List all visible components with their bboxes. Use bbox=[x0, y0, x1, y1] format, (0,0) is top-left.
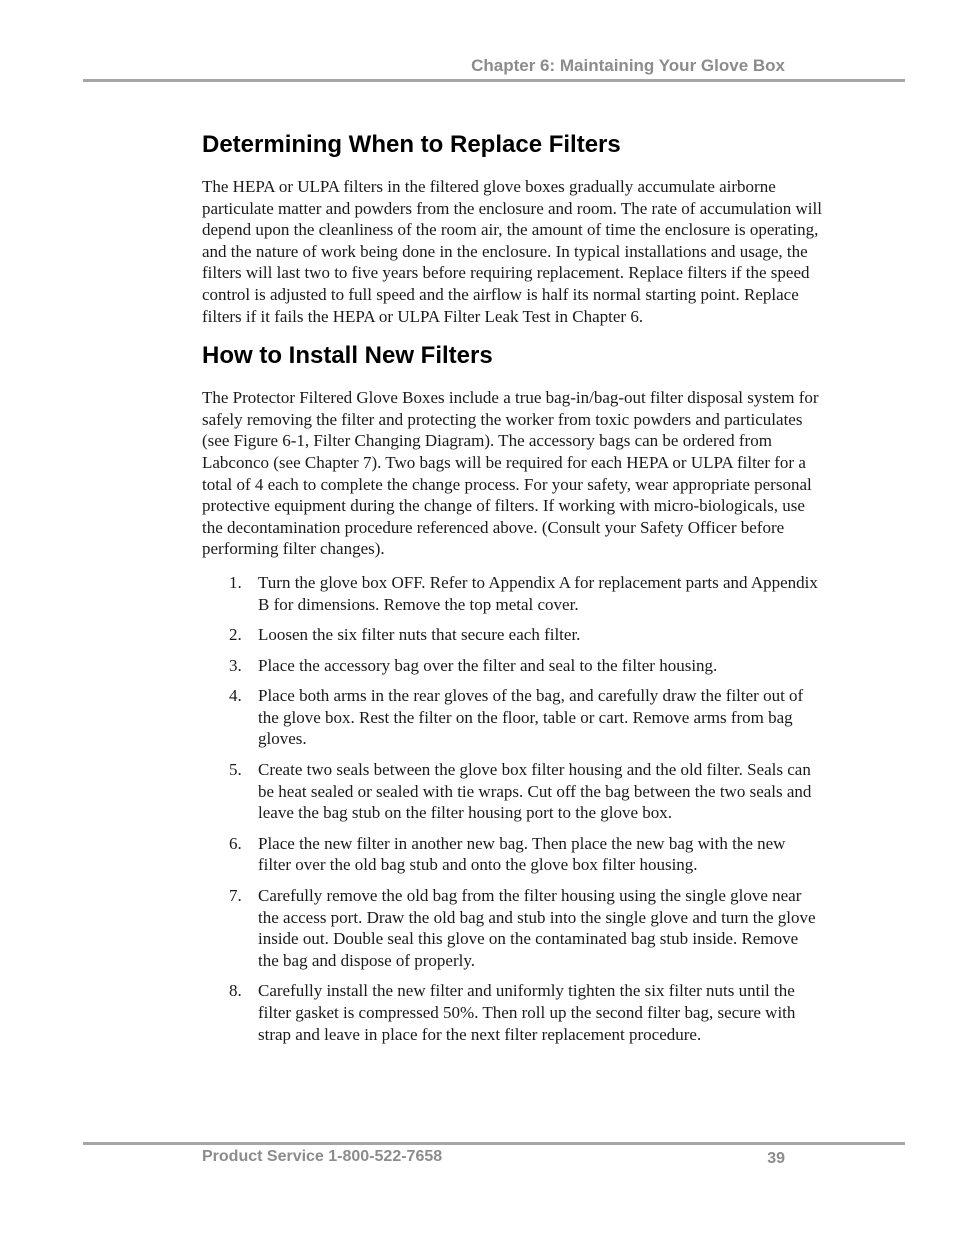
step-text: Create two seals between the glove box filter housing and the old filter. Seals can be heat sealed or sealed with tie wraps. Cut off the bag between the two seals and leave the bag stub on the filter housing port to the glove box. bbox=[258, 760, 812, 823]
running-header: Chapter 6: Maintaining Your Glove Box bbox=[471, 56, 785, 75]
step-number: 5. bbox=[229, 760, 242, 780]
step-number: 4. bbox=[229, 686, 242, 706]
step-number: 1. bbox=[229, 572, 242, 592]
step-number: 2. bbox=[229, 625, 242, 645]
step-text: Place both arms in the rear gloves of the bag, and carefully draw the filter out of the glove box. Rest the filter on the floor, table or cart. Remove arms from bag gloves. bbox=[258, 686, 804, 749]
step-text: Place the new filter in another new bag. Then place the new bag with the new filter over the old bag stub and onto the glove box filter housing. bbox=[258, 833, 786, 875]
step-text: Carefully remove the old bag from the filter housing using the single glove near the access port. Draw the old bag and stub into the single glove and turn the glove inside out. Double seal this glove on the contaminated bag stub inside. Remove the bag and dispose of properly. bbox=[258, 886, 816, 970]
section-title-replace-filters: Determining When to Replace Filters bbox=[202, 131, 621, 158]
paragraph-replace-filters: The HEPA or ULPA filters in the filtered glove boxes gradually accumulate airborne particulate matter and powders from the enclosure and room. The rate of accumulation will depend upon the cleanliness of the room air, the amount of time the enclosure is operating, and the nature of work being done in the enclosure. In typical installations and usage, the filters will last two to five years before requiring replacement. Replace filters if the speed control is adjusted to full speed and the airflow is half its normal starting point. Replace filters if it fails the HEPA or ULPA Filter Leak Test in Chapter 6. bbox=[202, 177, 822, 326]
section-title-install-filters: How to Install New Filters bbox=[202, 342, 493, 370]
step-number: 7. bbox=[229, 886, 242, 906]
header-rule bbox=[83, 79, 905, 82]
footer-rule bbox=[83, 1142, 905, 1145]
list-item bbox=[202, 833, 822, 876]
step-text: Turn the glove box OFF. Refer to Appendix A for replacement parts and Appendix B for dimensions. Remove the top metal cover. bbox=[258, 572, 818, 614]
step-text: Place the accessory bag over the filter and seal to the filter housing. bbox=[258, 655, 718, 675]
list-item bbox=[202, 624, 822, 646]
step-text: Carefully install the new filter and uniformly tighten the six filter nuts until the filter gasket is compressed 50%. Then roll up the second filter bag, secure with strap and leave in place for the next filter replacement procedure. bbox=[258, 981, 796, 1044]
paragraph-install-filters: The Protector Filtered Glove Boxes include a true bag-in/bag-out filter disposal system for safely removing the filter and protecting the worker from toxic powders and particulates (see Figure 6-1, Filter Changing Diagram). The accessory bags can be ordered from Labconco (see Chapter 7). Two bags will be required for each HEPA or ULPA filter for a total of 4 each to complete the change process. For your safety, wear appropriate personal protective equipment during the change of filters. If working with micro-biologicals, use the decontamination procedure referenced above. (Consult your Safety Officer before performing filter changes). bbox=[202, 388, 819, 559]
list-item bbox=[202, 572, 822, 615]
list-item bbox=[202, 685, 822, 750]
footer-service-phone: Product Service 1-800-522-7658 bbox=[202, 1148, 443, 1165]
list-item bbox=[202, 885, 822, 971]
list-item bbox=[202, 759, 822, 824]
page-number: 39 bbox=[767, 1150, 785, 1167]
page-content bbox=[202, 128, 822, 1054]
step-number: 8. bbox=[229, 981, 242, 1001]
install-steps-list bbox=[202, 572, 822, 1045]
list-item bbox=[202, 655, 822, 677]
list-item bbox=[202, 980, 822, 1045]
step-number: 6. bbox=[229, 833, 242, 853]
step-text: Loosen the six filter nuts that secure each filter. bbox=[258, 625, 581, 645]
step-number: 3. bbox=[229, 655, 242, 675]
